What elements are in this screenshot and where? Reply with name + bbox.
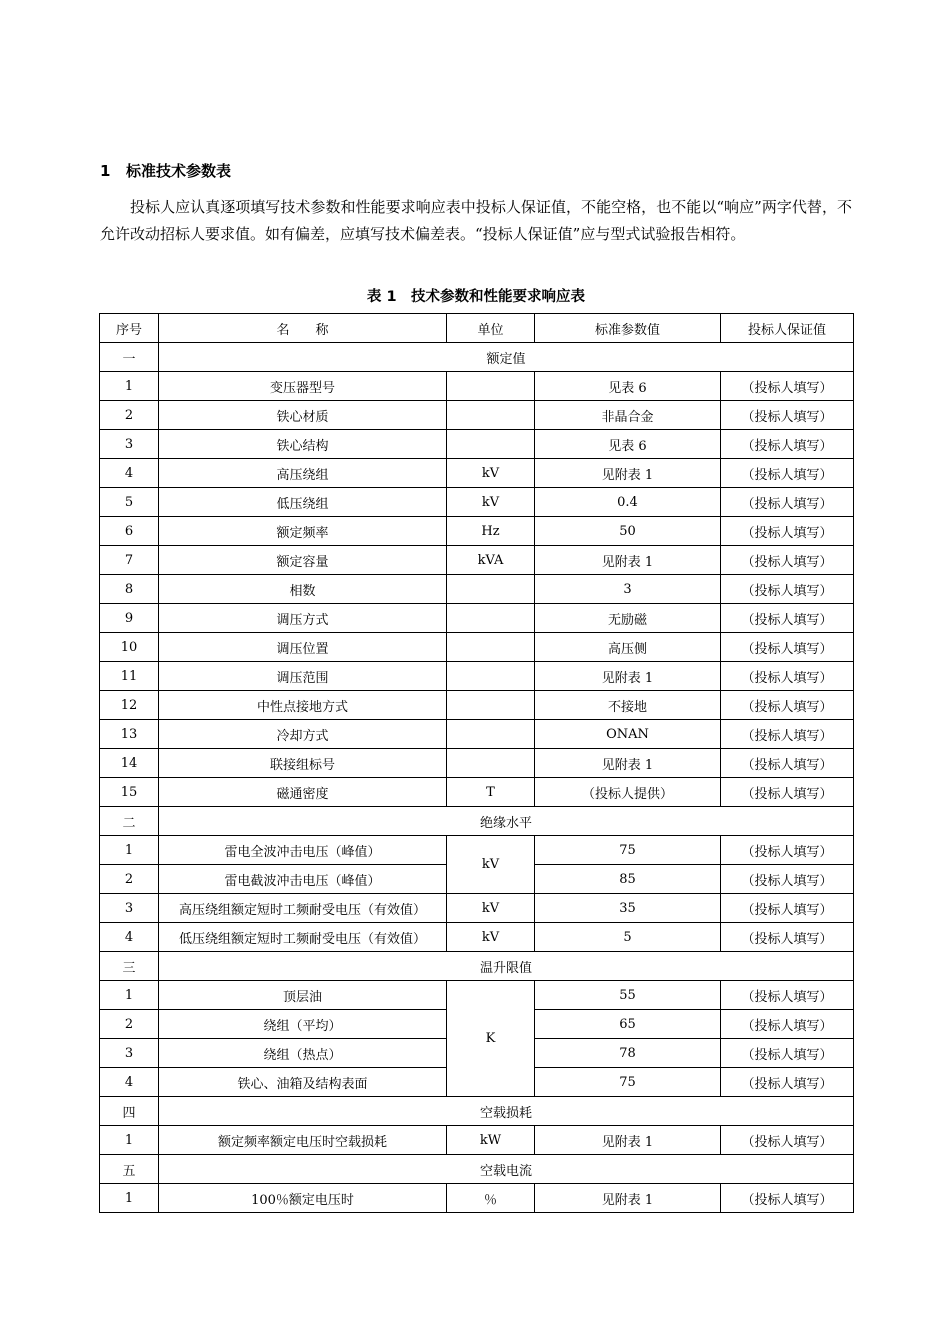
table-row <box>100 517 854 546</box>
table-row <box>100 604 854 633</box>
cell-seq: 11 <box>100 662 159 691</box>
cell-guarantee: （投标人填写） <box>721 604 854 633</box>
cell-standard: （投标人提供） <box>535 778 721 807</box>
group-row <box>100 1155 854 1184</box>
cell-unit <box>447 662 535 691</box>
cell-seq: 2 <box>100 401 159 430</box>
section-number: 1 <box>100 162 111 180</box>
cell-unit: kVA <box>447 546 535 575</box>
cell-name: 100％额定电压时 <box>159 1184 447 1213</box>
cell-guarantee: （投标人填写） <box>721 981 854 1010</box>
cell-standard: 50 <box>535 517 721 546</box>
cell-standard: 高压侧 <box>535 633 721 662</box>
cell-guarantee: （投标人填写） <box>721 430 854 459</box>
table-row <box>100 401 854 430</box>
cell-name: 变压器型号 <box>159 372 447 401</box>
cell-name: 额定频率 <box>159 517 447 546</box>
cell-guarantee: （投标人填写） <box>721 372 854 401</box>
group-title: 绝缘水平 <box>159 807 854 836</box>
cell-standard: 见附表 1 <box>535 546 721 575</box>
group-seq: 二 <box>100 807 159 836</box>
cell-seq: 10 <box>100 633 159 662</box>
cell-guarantee: （投标人填写） <box>721 923 854 952</box>
cell-guarantee: （投标人填写） <box>721 865 854 894</box>
cell-name: 铁心、油箱及结构表面 <box>159 1068 447 1097</box>
cell-unit <box>447 575 535 604</box>
cell-name: 相数 <box>159 575 447 604</box>
cell-seq: 9 <box>100 604 159 633</box>
table-row <box>100 923 854 952</box>
section-title: 标准技术参数表 <box>126 162 232 180</box>
cell-standard: 65 <box>535 1010 721 1039</box>
cell-standard: 见附表 1 <box>535 749 721 778</box>
table-row <box>100 575 854 604</box>
cell-standard: 55 <box>535 981 721 1010</box>
cell-guarantee: （投标人填写） <box>721 488 854 517</box>
cell-name: 高压绕组 <box>159 459 447 488</box>
cell-guarantee: （投标人填写） <box>721 720 854 749</box>
cell-unit: K <box>447 981 535 1097</box>
cell-guarantee: （投标人填写） <box>721 691 854 720</box>
group-row <box>100 807 854 836</box>
cell-name: 绕组（热点） <box>159 1039 447 1068</box>
cell-standard: 见附表 1 <box>535 1184 721 1213</box>
cell-name: 高压绕组额定短时工频耐受电压（有效值） <box>159 894 447 923</box>
cell-unit: T <box>447 778 535 807</box>
cell-standard: 5 <box>535 923 721 952</box>
cell-guarantee: （投标人填写） <box>721 1184 854 1213</box>
cell-name: 联接组标号 <box>159 749 447 778</box>
cell-name: 调压位置 <box>159 633 447 662</box>
cell-unit: kV <box>447 459 535 488</box>
cell-unit: kV <box>447 923 535 952</box>
cell-standard: 非晶合金 <box>535 401 721 430</box>
group-row <box>100 1097 854 1126</box>
cell-standard: 见表 6 <box>535 430 721 459</box>
group-seq: 五 <box>100 1155 159 1184</box>
cell-name: 铁心结构 <box>159 430 447 459</box>
cell-seq: 14 <box>100 749 159 778</box>
cell-seq: 7 <box>100 546 159 575</box>
table-row <box>100 662 854 691</box>
cell-guarantee: （投标人填写） <box>721 517 854 546</box>
cell-standard: 3 <box>535 575 721 604</box>
cell-seq: 4 <box>100 1068 159 1097</box>
cell-seq: 15 <box>100 778 159 807</box>
cell-seq: 1 <box>100 372 159 401</box>
table-caption: 表 1 技术参数和性能要求响应表 <box>366 289 586 305</box>
cell-seq: 2 <box>100 865 159 894</box>
cell-seq: 3 <box>100 1039 159 1068</box>
cell-seq: 1 <box>100 836 159 865</box>
cell-seq: 1 <box>100 981 159 1010</box>
cell-name: 铁心材质 <box>159 401 447 430</box>
cell-standard: 见附表 1 <box>535 1126 721 1155</box>
cell-standard: 无励磁 <box>535 604 721 633</box>
table-row <box>100 836 854 865</box>
cell-guarantee: （投标人填写） <box>721 894 854 923</box>
header-unit: 单位 <box>447 314 535 343</box>
cell-unit <box>447 430 535 459</box>
cell-name: 额定频率额定电压时空载损耗 <box>159 1126 447 1155</box>
cell-unit: kW <box>447 1126 535 1155</box>
header-standard: 标准参数值 <box>535 314 721 343</box>
header-guarantee: 投标人保证值 <box>721 314 854 343</box>
cell-unit <box>447 720 535 749</box>
group-seq: 三 <box>100 952 159 981</box>
cell-unit: ％ <box>447 1184 535 1213</box>
cell-name: 绕组（平均） <box>159 1010 447 1039</box>
header-name: 名 称 <box>159 314 447 343</box>
cell-unit <box>447 633 535 662</box>
cell-guarantee: （投标人填写） <box>721 836 854 865</box>
cell-unit <box>447 604 535 633</box>
group-row <box>100 343 854 372</box>
cell-standard: 75 <box>535 836 721 865</box>
table-row <box>100 749 854 778</box>
cell-standard: 见附表 1 <box>535 662 721 691</box>
cell-name: 额定容量 <box>159 546 447 575</box>
cell-name: 磁通密度 <box>159 778 447 807</box>
section-heading <box>100 160 231 181</box>
table-row <box>100 459 854 488</box>
group-seq: 四 <box>100 1097 159 1126</box>
cell-guarantee: （投标人填写） <box>721 1039 854 1068</box>
cell-seq: 3 <box>100 430 159 459</box>
table-row <box>100 372 854 401</box>
cell-guarantee: （投标人填写） <box>721 1068 854 1097</box>
cell-guarantee: （投标人填写） <box>721 459 854 488</box>
table-row <box>100 894 854 923</box>
cell-guarantee: （投标人填写） <box>721 546 854 575</box>
cell-unit <box>447 372 535 401</box>
table-row <box>100 1184 854 1213</box>
cell-seq: 1 <box>100 1126 159 1155</box>
cell-name: 中性点接地方式 <box>159 691 447 720</box>
cell-seq: 4 <box>100 459 159 488</box>
cell-standard: 0.4 <box>535 488 721 517</box>
cell-name: 低压绕组 <box>159 488 447 517</box>
cell-guarantee: （投标人填写） <box>721 662 854 691</box>
cell-guarantee: （投标人填写） <box>721 1010 854 1039</box>
table-row <box>100 691 854 720</box>
cell-seq: 12 <box>100 691 159 720</box>
cell-seq: 1 <box>100 1184 159 1213</box>
parameter-table <box>99 313 854 1213</box>
cell-seq: 3 <box>100 894 159 923</box>
cell-standard: 78 <box>535 1039 721 1068</box>
cell-seq: 6 <box>100 517 159 546</box>
cell-standard: 85 <box>535 865 721 894</box>
cell-guarantee: （投标人填写） <box>721 633 854 662</box>
cell-seq: 5 <box>100 488 159 517</box>
cell-name: 调压方式 <box>159 604 447 633</box>
cell-name: 雷电截波冲击电压（峰值） <box>159 865 447 894</box>
group-title: 空载电流 <box>159 1155 854 1184</box>
cell-standard: 75 <box>535 1068 721 1097</box>
header-seq: 序号 <box>100 314 159 343</box>
cell-seq: 2 <box>100 1010 159 1039</box>
cell-standard: 见表 6 <box>535 372 721 401</box>
group-title: 额定值 <box>159 343 854 372</box>
table-row <box>100 720 854 749</box>
cell-seq: 13 <box>100 720 159 749</box>
cell-unit <box>447 749 535 778</box>
cell-name: 顶层油 <box>159 981 447 1010</box>
cell-guarantee: （投标人填写） <box>721 401 854 430</box>
cell-guarantee: （投标人填写） <box>721 749 854 778</box>
table-row <box>100 488 854 517</box>
cell-standard: 不接地 <box>535 691 721 720</box>
table-row <box>100 778 854 807</box>
group-seq: 一 <box>100 343 159 372</box>
intro-paragraph: 投标人应认真逐项填写技术参数和性能要求响应表中投标人保证值，不能空格，也不能以“响应”两字代替，不允许改动招标人要求值。如有偏差，应填写技术偏差表。“投标人保证值”应与型式试验报告相符。 <box>100 198 852 243</box>
cell-unit <box>447 691 535 720</box>
table-row <box>100 981 854 1010</box>
cell-name: 低压绕组额定短时工频耐受电压（有效值） <box>159 923 447 952</box>
table-header-row <box>100 314 854 343</box>
cell-name: 调压范围 <box>159 662 447 691</box>
cell-unit: kV <box>447 894 535 923</box>
group-row <box>100 952 854 981</box>
cell-name: 雷电全波冲击电压（峰值） <box>159 836 447 865</box>
cell-unit <box>447 401 535 430</box>
table-row <box>100 546 854 575</box>
table-row <box>100 633 854 662</box>
cell-unit: kV <box>447 836 535 894</box>
group-title: 温升限值 <box>159 952 854 981</box>
cell-standard: 见附表 1 <box>535 459 721 488</box>
cell-guarantee: （投标人填写） <box>721 778 854 807</box>
cell-seq: 8 <box>100 575 159 604</box>
cell-standard: 35 <box>535 894 721 923</box>
cell-unit: Hz <box>447 517 535 546</box>
table-row <box>100 1126 854 1155</box>
cell-seq: 4 <box>100 923 159 952</box>
cell-name: 冷却方式 <box>159 720 447 749</box>
table-row <box>100 430 854 459</box>
cell-guarantee: （投标人填写） <box>721 575 854 604</box>
cell-guarantee: （投标人填写） <box>721 1126 854 1155</box>
cell-standard: ONAN <box>535 720 721 749</box>
group-title: 空载损耗 <box>159 1097 854 1126</box>
cell-unit: kV <box>447 488 535 517</box>
